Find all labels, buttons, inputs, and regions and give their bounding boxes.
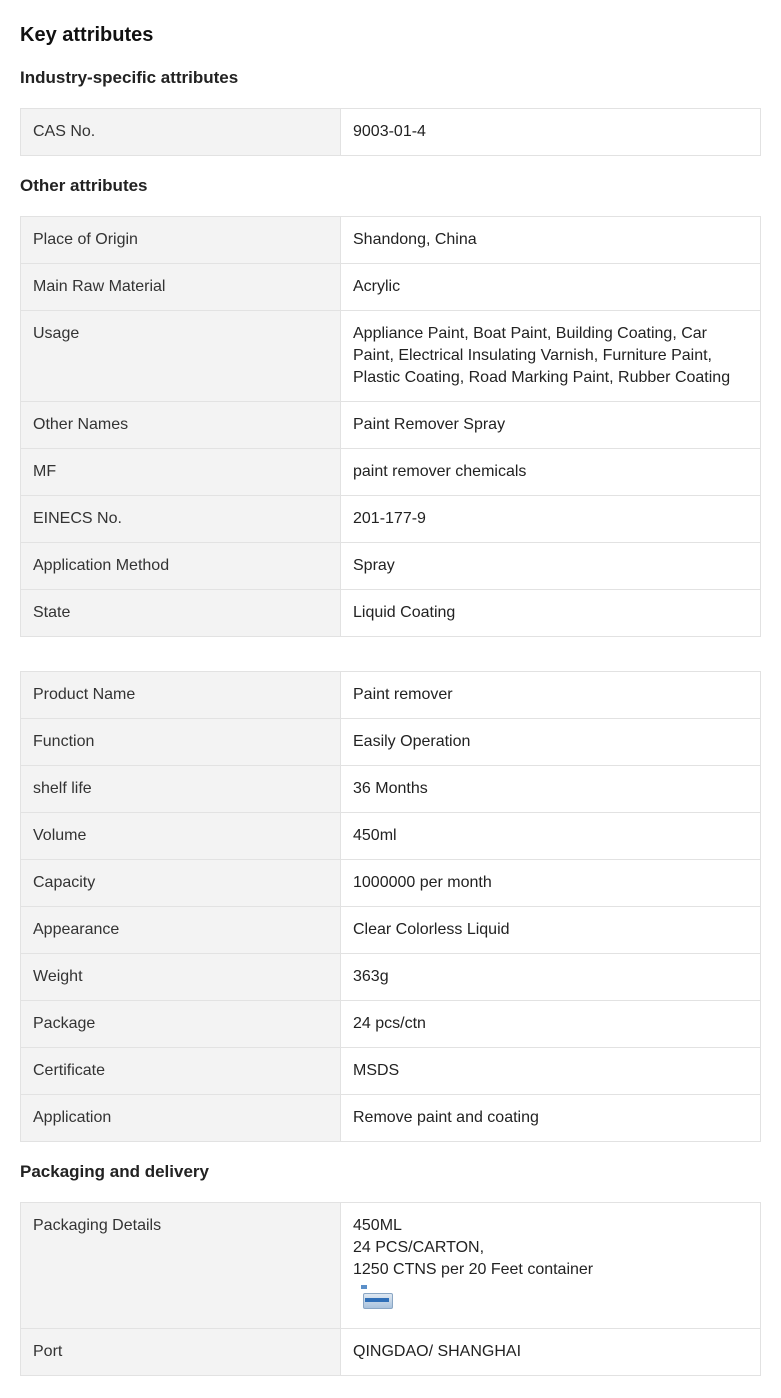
table-row	[21, 217, 761, 264]
attr-key: EINECS No.	[21, 496, 341, 543]
attr-value: Easily Operation	[341, 719, 761, 766]
attr-key: Function	[21, 719, 341, 766]
attr-key: State	[21, 590, 341, 637]
attr-value: 450ml	[341, 813, 761, 860]
table-row	[21, 109, 761, 156]
packaging-line: 450ML	[353, 1217, 402, 1234]
table-row	[21, 1329, 761, 1376]
attr-key: Certificate	[21, 1048, 341, 1095]
table-row	[21, 1048, 761, 1095]
attr-value: Spray	[341, 543, 761, 590]
page-title: Key attributes	[20, 24, 154, 46]
table-row	[21, 672, 761, 719]
attr-value: 36 Months	[341, 766, 761, 813]
attr-key: Port	[21, 1329, 341, 1376]
table-row	[21, 449, 761, 496]
attr-key: Application Method	[21, 543, 341, 590]
attr-value: 363g	[341, 954, 761, 1001]
attr-value	[341, 1203, 761, 1329]
attr-key: Product Name	[21, 672, 341, 719]
table-row	[21, 543, 761, 590]
attr-key: Main Raw Material	[21, 264, 341, 311]
attr-value: Paint Remover Spray	[341, 402, 761, 449]
packaging-delivery-table	[20, 1202, 761, 1376]
attr-value: Remove paint and coating	[341, 1095, 761, 1142]
attr-key: shelf life	[21, 766, 341, 813]
attr-value: Acrylic	[341, 264, 761, 311]
attr-value: Clear Colorless Liquid	[341, 907, 761, 954]
attr-value: Appliance Paint, Boat Paint, Building Coating, Car Paint, Electrical Insulating Varnish, Furniture Paint, Plastic Coating, Road Marking Paint, Rubber Coating	[341, 311, 761, 402]
attr-value: Liquid Coating	[341, 590, 761, 637]
attr-key: Packaging Details	[21, 1203, 341, 1329]
attr-value: QINGDAO/ SHANGHAI	[341, 1329, 761, 1376]
attr-key: Other Names	[21, 402, 341, 449]
attr-key: Place of Origin	[21, 217, 341, 264]
attr-value: 1000000 per month	[341, 860, 761, 907]
table-row	[21, 813, 761, 860]
attr-key: Usage	[21, 311, 341, 402]
attr-key: Application	[21, 1095, 341, 1142]
attr-value: MSDS	[341, 1048, 761, 1095]
table-row	[21, 590, 761, 637]
table-row	[21, 907, 761, 954]
attr-key: Package	[21, 1001, 341, 1048]
packaging-line: 1250 CTNS per 20 Feet container	[353, 1261, 594, 1278]
table-row	[21, 311, 761, 402]
attr-key: Capacity	[21, 860, 341, 907]
attr-value: paint remover chemicals	[341, 449, 761, 496]
industry-attributes-table	[20, 108, 761, 156]
table-row	[21, 402, 761, 449]
attr-key: Weight	[21, 954, 341, 1001]
attr-key: MF	[21, 449, 341, 496]
table-row	[21, 954, 761, 1001]
attr-key: Volume	[21, 813, 341, 860]
attr-key: Appearance	[21, 907, 341, 954]
industry-attributes-heading: Industry-specific attributes	[20, 68, 239, 87]
attr-value: Paint remover	[341, 672, 761, 719]
attr-value: 24 pcs/ctn	[341, 1001, 761, 1048]
table-row	[21, 766, 761, 813]
other-attributes-heading: Other attributes	[20, 176, 148, 195]
table-row	[21, 719, 761, 766]
table-row	[21, 496, 761, 543]
attr-value: 201-177-9	[341, 496, 761, 543]
product-thumbnail-icon[interactable]	[361, 1285, 395, 1309]
table-row	[21, 264, 761, 311]
table-row	[21, 860, 761, 907]
packaging-delivery-heading: Packaging and delivery	[20, 1162, 209, 1181]
table-row	[21, 1001, 761, 1048]
attr-value: Shandong, China	[341, 217, 761, 264]
attr-value: 9003-01-4	[341, 109, 761, 156]
attr-key: CAS No.	[21, 109, 341, 156]
table-row	[21, 1203, 761, 1329]
other-attributes-table-b	[20, 671, 761, 1142]
table-row	[21, 1095, 761, 1142]
other-attributes-table-a	[20, 216, 761, 637]
packaging-line: 24 PCS/CARTON,	[353, 1239, 485, 1256]
